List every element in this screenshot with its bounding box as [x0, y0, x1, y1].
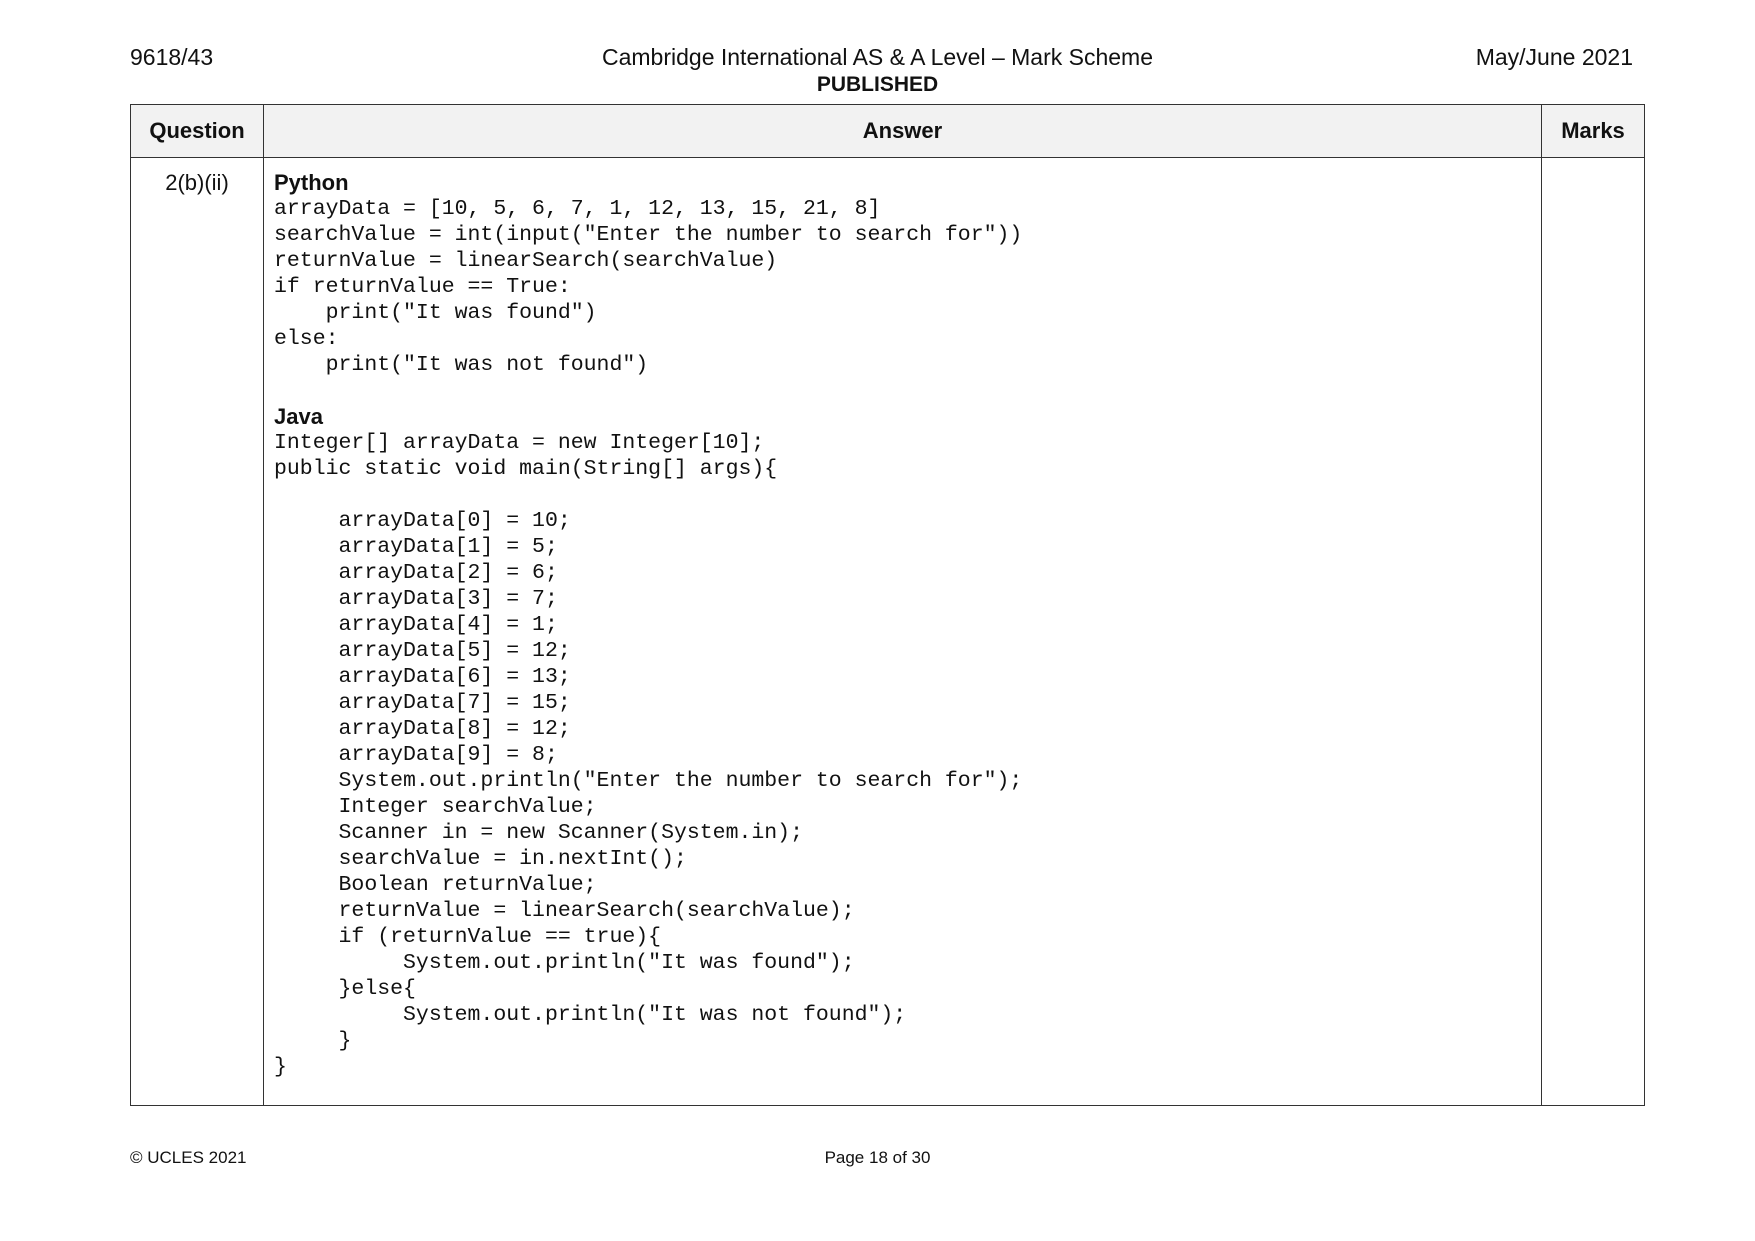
copyright: © UCLES 2021 — [130, 1148, 247, 1167]
answer-cell — [264, 158, 1542, 1106]
published-label: PUBLISHED — [816, 73, 939, 96]
page-number: Page 18 of 30 — [824, 1148, 931, 1167]
java-code-line: public static void main(String[] args){ — [274, 457, 778, 481]
java-code-line: returnValue = linearSearch(searchValue); — [274, 899, 855, 923]
java-code-line: arrayData[1] = 5; — [274, 535, 558, 559]
java-code-line: } — [274, 1029, 352, 1053]
answer-header: Answer — [264, 105, 1542, 158]
java-code-block — [274, 430, 1541, 1080]
java-code-line: arrayData[7] = 15; — [274, 691, 571, 715]
python-label: Python — [274, 170, 349, 195]
python-code-line: arrayData = [10, 5, 6, 7, 1, 12, 13, 15, 21, 8] — [274, 197, 881, 221]
python-code-line: else: — [274, 327, 339, 351]
python-code-block — [274, 196, 1541, 378]
java-code-line: Boolean returnValue; — [274, 873, 597, 897]
question-number: 2(b)(ii) — [131, 158, 264, 1106]
marks-header: Marks — [1542, 105, 1645, 158]
table-row — [131, 158, 1645, 1106]
python-code-line: searchValue = int(input("Enter the number to search for")) — [274, 223, 1023, 247]
python-code-line: if returnValue == True: — [274, 275, 571, 299]
java-code-line: arrayData[8] = 12; — [274, 717, 571, 741]
java-code-line: if (returnValue == true){ — [274, 925, 662, 949]
java-code-line: Integer[] arrayData = new Integer[10]; — [274, 431, 765, 455]
paper-code: 9618/43 — [130, 44, 214, 70]
java-code-line: arrayData[3] = 7; — [274, 587, 558, 611]
java-code-line: Integer searchValue; — [274, 795, 597, 819]
java-code-line: arrayData[9] = 8; — [274, 743, 558, 767]
java-code-line: System.out.println("It was found"); — [274, 951, 855, 975]
java-code-line: searchValue = in.nextInt(); — [274, 847, 687, 871]
java-code-line: arrayData[6] = 13; — [274, 665, 571, 689]
java-code-line: }else{ — [274, 977, 416, 1001]
python-code-line: print("It was found") — [274, 301, 597, 325]
java-code-line: arrayData[4] = 1; — [274, 613, 558, 637]
python-code-line: print("It was not found") — [274, 353, 649, 377]
java-code-line: System.out.println("It was not found"); — [274, 1003, 907, 1027]
java-code-line: Scanner in = new Scanner(System.in); — [274, 821, 803, 845]
java-code-line: System.out.println("Enter the number to search for"); — [274, 769, 1023, 793]
java-code-line: arrayData[5] = 12; — [274, 639, 571, 663]
question-header: Question — [131, 105, 264, 158]
java-label: Java — [274, 404, 323, 429]
java-code-line: } — [274, 1055, 287, 1079]
marks-cell — [1542, 158, 1645, 1106]
title-text: Cambridge International AS & A Level – Mark Scheme — [601, 44, 1154, 70]
java-code-line — [274, 482, 1541, 508]
python-code-line: returnValue = linearSearch(searchValue) — [274, 249, 778, 273]
table-header-row — [131, 105, 1645, 158]
exam-session: May/June 2021 — [1475, 44, 1633, 70]
java-code-line: arrayData[0] = 10; — [274, 509, 571, 533]
java-code-line: arrayData[2] = 6; — [274, 561, 558, 585]
mark-scheme-table — [130, 104, 1645, 1106]
